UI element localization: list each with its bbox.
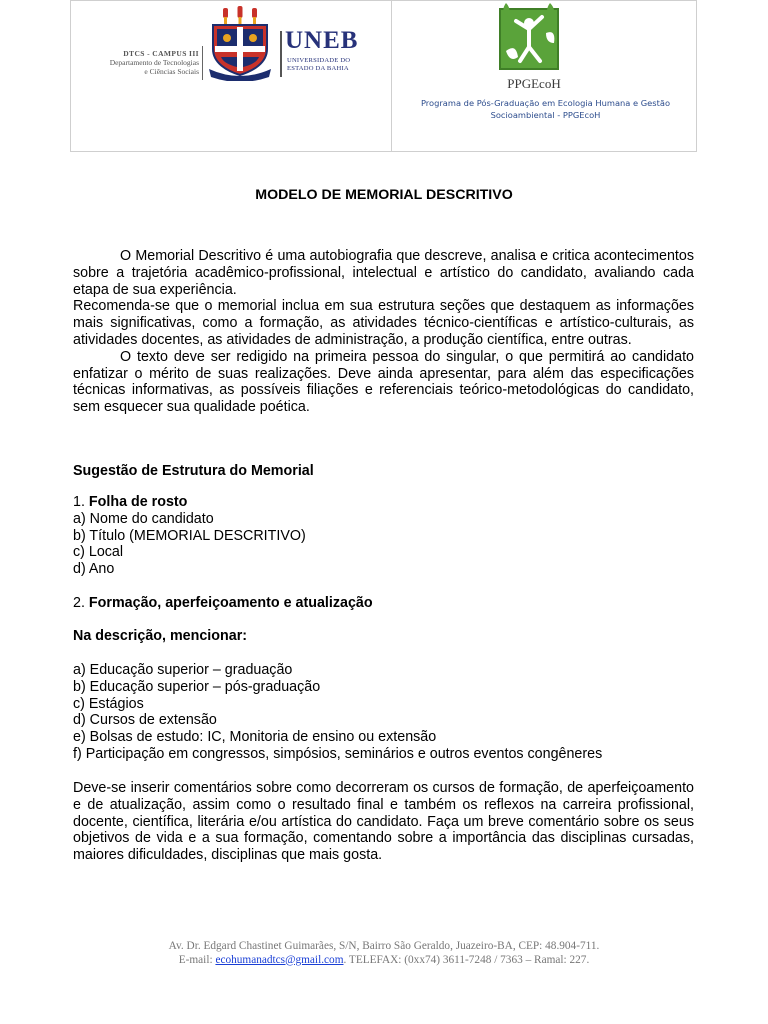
divider [202,46,203,80]
letterhead [70,0,697,152]
uneb-crest-logo [207,5,273,81]
list-item: c) Local [73,544,124,561]
section-2-list [73,662,694,763]
intro-paragraph-2: Recomenda-se que o memorial inclua em sua estrutura seções que destaquem as informações mais significativas, como a formação, as atividades técnico-científicas e artístico-culturais, as atividades docentes, as atividades de administração, a produção científica, entre outras. [73,298,694,348]
footer-contact [0,954,768,968]
list-item: b) Título (MEMORIAL DESCRITIVO) [73,527,306,544]
ppgecoh-wordmark: PPGEcoH [507,76,561,91]
dtcs-campus: DTCS - CAMPUS III [123,49,199,58]
letterhead-right [392,1,696,151]
section-2-subheading: Na descrição, mencionar: [73,628,248,644]
list-item: d) Cursos de extensão [73,712,217,729]
footer-email-link[interactable]: ecohumanadtcs@gmail.com [215,953,344,966]
uneb-fullname [287,57,350,73]
uneb-fullname-line1: UNIVERSIDADE DO [287,57,351,64]
uneb-wordmark: UNEB [285,27,359,54]
program-name-line1: Programa de Pós-Graduação em Ecologia Humana e Gestão [420,98,671,108]
list-item: a) Nome do candidato [73,510,214,527]
dtcs-department-cont: e Ciências Sociais [144,67,199,76]
document-title: MODELO DE MEMORIAL DESCRITIVO [255,187,513,203]
list-item: f) Participação em congressos, simpósios, seminários e outros eventos congêneres [73,745,603,762]
list-item: a) Educação superior – graduação [73,662,293,678]
section-2 [73,595,694,612]
section-2-closing: Deve-se inserir comentários sobre como decorreram os cursos de formação, de aperfeiçoamento e de atualização, assim como o resultado final e também os reflexos na carreira profissional, docente, científica, literária e/ou artística do candidato. Faça um breve comentário sobre os seus objetivos de vida e a sua formação, comentando sobre a importância das disciplinas cursadas, maiores dificuldades, disciplinas que mais gosta. [73,780,694,864]
footer-address: Av. Dr. Edgard Chastinet Guimarães, S/N, Bairro São Geraldo, Juazeiro-BA, CEP: 48.904-711. [168,940,600,952]
footer-email-label: E-mail: [178,953,213,966]
structure-heading: Sugestão de Estrutura do Memorial [73,463,314,479]
program-name [402,97,689,121]
intro-section [73,248,694,416]
section-1-heading [73,494,694,511]
dtcs-department: Departamento de Tecnologias [109,58,199,67]
program-name-line2: Socioambiental - PPGEcoH [490,110,601,120]
page-footer [0,940,768,967]
list-item: d) Ano [73,561,115,578]
list-item: c) Estágios [73,695,144,712]
section-2-number: 2. [73,595,85,611]
section-1-number: 1. [73,494,85,510]
list-item: e) Bolsas de estudo: IC, Monitoria de ensino ou extensão [73,729,437,746]
section-2-heading [73,595,694,612]
uneb-fullname-line2: ESTADO DA BAHIA [287,65,349,72]
list-item: b) Educação superior – pós-graduação [73,678,321,695]
dtcs-label [83,49,199,76]
letterhead-left [71,1,392,151]
section-1 [73,494,694,578]
intro-paragraph-3: O texto deve ser redigido na primeira pessoa do singular, o que permitirá ao candidato enfatizar o mérito de suas realizações. Deve ainda apresentar, para além das especificações técnicas informativas, as possíveis filiações e referenciais teórico-metodológicas do candidato, sem esquecer sua qualidade poética. [73,348,694,416]
footer-phone: . TELEFAX: (0xx74) 3611-7248 / 7363 – Ramal: 227. [343,953,590,966]
ppgecoh-logo [496,3,562,75]
section-2-title: Formação, aperfeiçoamento e atualização [88,595,373,611]
section-1-title: Folha de rosto [88,494,188,510]
intro-paragraph-1: O Memorial Descritivo é uma autobiografia que descreve, analisa e critica acontecimentos sobre a trajetória acadêmico-profissional, intelectual e artístico do candidato, avaliando cada etapa de sua experiência. [73,248,694,298]
divider [280,31,282,77]
